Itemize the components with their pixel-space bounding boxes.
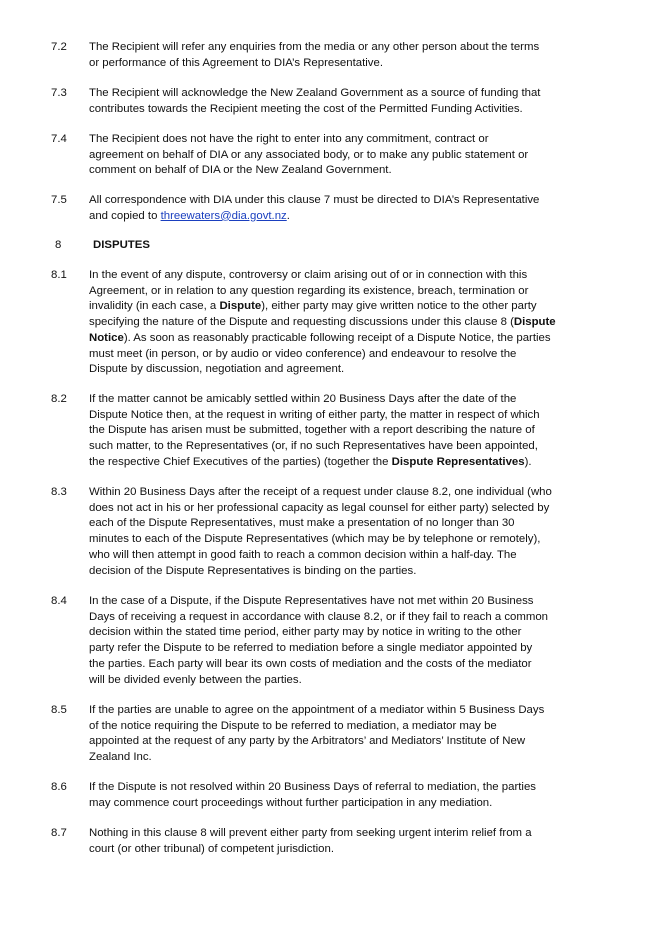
clause-line: In the case of a Dispute, if the Dispute Representatives have not met within 20 Business [89, 595, 534, 607]
clause-line: the Dispute has arisen must be submitted, together with a report describing the nature of [89, 424, 535, 437]
text-run: ). [524, 455, 532, 468]
clause-line: may commence court proceedings without further participation in any mediation. [89, 796, 493, 809]
clause-line: of the notice requiring the Dispute to be referred to mediation, a mediator may be [89, 719, 497, 732]
clause-text [89, 268, 579, 378]
clause-line: the parties. Each party will bear its own costs of mediation and the costs of the mediator [89, 657, 532, 670]
clause-line: If the matter cannot be amicably settled within 20 Business Days after the date of the [89, 393, 517, 405]
clause-text [89, 485, 579, 579]
clause-line: The Recipient will acknowledge the New Zealand Government as a source of funding that [89, 87, 541, 99]
text-run: . [286, 209, 290, 222]
clause-line [89, 209, 579, 225]
clause-line: or performance of this Agreement to DIA’s Representative. [89, 56, 383, 69]
clause-line: decision of the Dispute Representatives is binding on the parties. [89, 564, 417, 577]
clause-line: decision within the stated time period, either party may by notice in writing to the other [89, 626, 522, 639]
clause-number: 7.5 [51, 194, 67, 206]
clause-text [89, 703, 579, 766]
clause-number: 7.4 [51, 133, 67, 145]
clause-number: 8.2 [51, 393, 67, 405]
text-run: specifying the nature of the Dispute and requesting discussions under this clause 8 ( [89, 316, 514, 329]
clause-text [89, 826, 579, 857]
defined-term: Notice [89, 331, 124, 344]
clause-line: court (or other tribunal) of competent jurisdiction. [89, 842, 335, 855]
clause-line: contributes towards the Recipient meeting the cost of the Permitted Funding Activities. [89, 102, 523, 115]
clause-number: 7.3 [51, 87, 67, 99]
text-run: and copied to [89, 209, 161, 222]
clause-line: party refer the Dispute to be referred to mediation before a single mediator appointed by [89, 642, 533, 655]
clause-line: Dispute Notice then, at the request in writing of either party, the matter in respect of which [89, 408, 540, 421]
text-run: ). As soon as reasonably practicable following receipt of a Dispute Notice, the parties [123, 331, 551, 344]
clause-line: In the event of any dispute, controversy or claim arising out of or in connection with this [89, 269, 528, 281]
clause-line: does not act in his or her professional capacity as legal counsel for either party) selected by [89, 501, 550, 514]
clause-line: Zealand Inc. [89, 751, 152, 764]
clause-number: 8.4 [51, 595, 67, 607]
section-title: DISPUTES [93, 239, 150, 251]
clause-number: 8.3 [51, 486, 67, 498]
defined-term: Dispute Representatives [391, 455, 525, 468]
clause-line: Agreement, or in relation to any question regarding its existence, breach, termination or [89, 284, 529, 297]
clause-number: 7.2 [51, 41, 67, 53]
text-run: ), either party may give written notice to the other party [261, 300, 537, 313]
clause-line: each of the Dispute Representatives, must make a presentation of no longer than 30 [89, 517, 515, 530]
clause-line: Days of receiving a request in accordance with clause 8.2, or if they fail to reach a common [89, 610, 549, 623]
email-link[interactable]: threewaters@dia.govt.nz [160, 209, 287, 222]
clause-text [89, 780, 579, 811]
clause-text [89, 193, 579, 224]
clause-text [89, 40, 579, 71]
clause-line: such matter, to the Representatives (or, if no such Representatives have been appointed, [89, 440, 538, 453]
clause-number: 8.5 [51, 704, 67, 716]
clause-text [89, 86, 579, 117]
defined-term: Dispute [513, 316, 556, 329]
clause-number: 8.1 [51, 269, 67, 281]
clause-line: The Recipient does not have the right to enter into any commitment, contract or [89, 133, 489, 145]
text-run: the respective Chief Executives of the parties) (together the [89, 455, 392, 468]
clause-line: comment on behalf of DIA or the New Zealand Government. [89, 164, 392, 177]
clause-text [89, 594, 579, 688]
clause-line: appointed at the request of any party by the Arbitrators’ and Mediators’ Institute of New [89, 735, 526, 748]
clause-line: If the Dispute is not resolved within 20 Business Days of referral to mediation, the parties [89, 781, 536, 793]
clause-line: who will then attempt in good faith to reach a common decision within a half-day. The [89, 548, 517, 561]
clause-line [89, 455, 579, 471]
clause-line [89, 299, 579, 315]
clause-line: will be divided evenly between the parties. [89, 673, 302, 686]
clause-line [89, 315, 579, 331]
clause-line: agreement on behalf of DIA or any associated body, or to make any public statement or [89, 148, 529, 161]
clause-line: All correspondence with DIA under this clause 7 must be directed to DIA’s Representative [89, 194, 540, 206]
clause-number: 8.7 [51, 827, 67, 839]
text-run: invalidity (in each case, a [89, 300, 220, 313]
clause-text [89, 392, 579, 471]
clause-line: Dispute by discussion, negotiation and agreement. [89, 363, 345, 376]
clause-line [89, 331, 579, 347]
clause-line: Within 20 Business Days after the receipt of a request under clause 8.2, one individual (who [89, 486, 552, 498]
clause-number: 8.6 [51, 781, 67, 793]
section-number: 8 [55, 239, 62, 251]
clause-line: Nothing in this clause 8 will prevent either party from seeking urgent interim relief from a [89, 827, 532, 839]
clause-line: must meet (in person, or by audio or video conference) and endeavour to resolve the [89, 347, 517, 360]
defined-term: Dispute [219, 300, 262, 313]
clause-line: minutes to each of the Dispute Representatives (which may be by telephone or remotely), [89, 533, 541, 546]
clause-line: If the parties are unable to agree on the appointment of a mediator within 5 Business Days [89, 704, 545, 716]
clause-text [89, 132, 579, 179]
clause-line: The Recipient will refer any enquiries from the media or any other person about the terms [89, 41, 540, 53]
